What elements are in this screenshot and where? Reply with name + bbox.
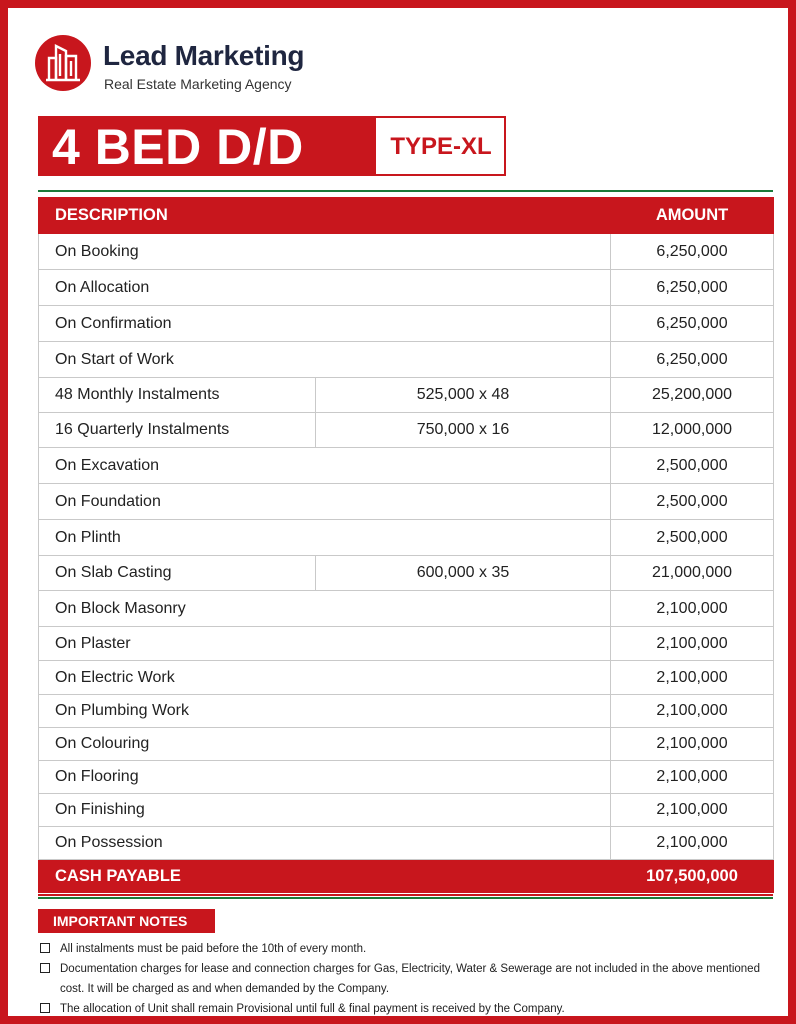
total-label: CASH PAYABLE [39, 860, 611, 893]
table-row [39, 378, 774, 413]
row-description: On Excavation [39, 448, 611, 484]
row-amount: 25,200,000 [611, 378, 774, 413]
row-description: On Plumbing Work [39, 695, 611, 728]
row-description: 48 Monthly Instalments [39, 378, 316, 413]
note-text: Documentation charges for lease and connection charges for Gas, Electricity, Water & Sewerage are not included in the above mentioned cost. It will be charged as and when demanded by the Company. [60, 963, 760, 995]
row-amount: 2,500,000 [611, 448, 774, 484]
note-item [38, 959, 773, 999]
table-row [39, 342, 774, 378]
note-text: The allocation of Unit shall remain Provisional until full & final payment is received by the Company. [60, 1003, 565, 1015]
row-amount: 6,250,000 [611, 342, 774, 378]
unit-type: TYPE-XL [390, 133, 492, 160]
notes-list [38, 939, 773, 1019]
building-logo-icon [34, 34, 92, 92]
table-row [39, 661, 774, 695]
table-row [39, 306, 774, 342]
row-amount: 2,100,000 [611, 728, 774, 761]
table-row [39, 761, 774, 794]
table-row [39, 270, 774, 306]
row-detail: 750,000 x 16 [316, 413, 611, 448]
row-description: On Plinth [39, 520, 611, 556]
row-description: On Electric Work [39, 661, 611, 695]
row-description: On Flooring [39, 761, 611, 794]
row-description: On Plaster [39, 627, 611, 661]
table-row [39, 520, 774, 556]
row-description: On Start of Work [39, 342, 611, 378]
total-amount: 107,500,000 [611, 860, 774, 893]
brand-name: Lead Marketing [103, 40, 305, 71]
row-amount: 2,100,000 [611, 695, 774, 728]
row-amount: 6,250,000 [611, 306, 774, 342]
divider-top [38, 190, 773, 192]
note-item [38, 999, 773, 1019]
row-description: On Confirmation [39, 306, 611, 342]
note-item [38, 939, 773, 959]
table-row [39, 484, 774, 520]
description-header: DESCRIPTION [39, 198, 611, 234]
brand-tagline: Real Estate Marketing Agency [104, 76, 292, 92]
row-amount: 2,100,000 [611, 627, 774, 661]
table-row [39, 591, 774, 627]
row-amount: 2,100,000 [611, 761, 774, 794]
row-description: On Finishing [39, 794, 611, 827]
row-description: On Block Masonry [39, 591, 611, 627]
table-row [39, 234, 774, 270]
row-detail: 600,000 x 35 [316, 556, 611, 591]
table-row [39, 413, 774, 448]
divider-bottom-green [38, 897, 773, 899]
title-banner [38, 116, 506, 176]
amount-header: AMOUNT [611, 198, 774, 234]
row-amount: 2,500,000 [611, 520, 774, 556]
row-amount: 12,000,000 [611, 413, 774, 448]
notes-title: IMPORTANT NOTES [38, 909, 215, 933]
row-description: On Possession [39, 827, 611, 860]
table-row [39, 556, 774, 591]
row-description: On Allocation [39, 270, 611, 306]
row-amount: 21,000,000 [611, 556, 774, 591]
row-description: On Foundation [39, 484, 611, 520]
row-amount: 2,100,000 [611, 827, 774, 860]
row-detail: 525,000 x 48 [316, 378, 611, 413]
checkbox-icon [40, 943, 50, 953]
row-description: On Colouring [39, 728, 611, 761]
total-row [39, 860, 774, 893]
unit-title: 4 BED D/D [40, 118, 376, 174]
table-row [39, 695, 774, 728]
divider-bottom-red [38, 894, 773, 896]
row-amount: 6,250,000 [611, 270, 774, 306]
table-row [39, 794, 774, 827]
row-amount: 2,100,000 [611, 591, 774, 627]
row-amount: 2,100,000 [611, 794, 774, 827]
row-description: On Slab Casting [39, 556, 316, 591]
note-text: All instalments must be paid before the 10th of every month. [60, 943, 367, 955]
row-amount: 2,100,000 [611, 661, 774, 695]
row-amount: 2,500,000 [611, 484, 774, 520]
row-description: 16 Quarterly Instalments [39, 413, 316, 448]
table-header-row [39, 198, 774, 234]
table-row [39, 627, 774, 661]
table-row [39, 728, 774, 761]
payment-schedule-table [38, 197, 774, 893]
table-row [39, 448, 774, 484]
checkbox-icon [40, 963, 50, 973]
checkbox-icon [40, 1003, 50, 1013]
row-amount: 6,250,000 [611, 234, 774, 270]
table-row [39, 827, 774, 860]
row-description: On Booking [39, 234, 611, 270]
